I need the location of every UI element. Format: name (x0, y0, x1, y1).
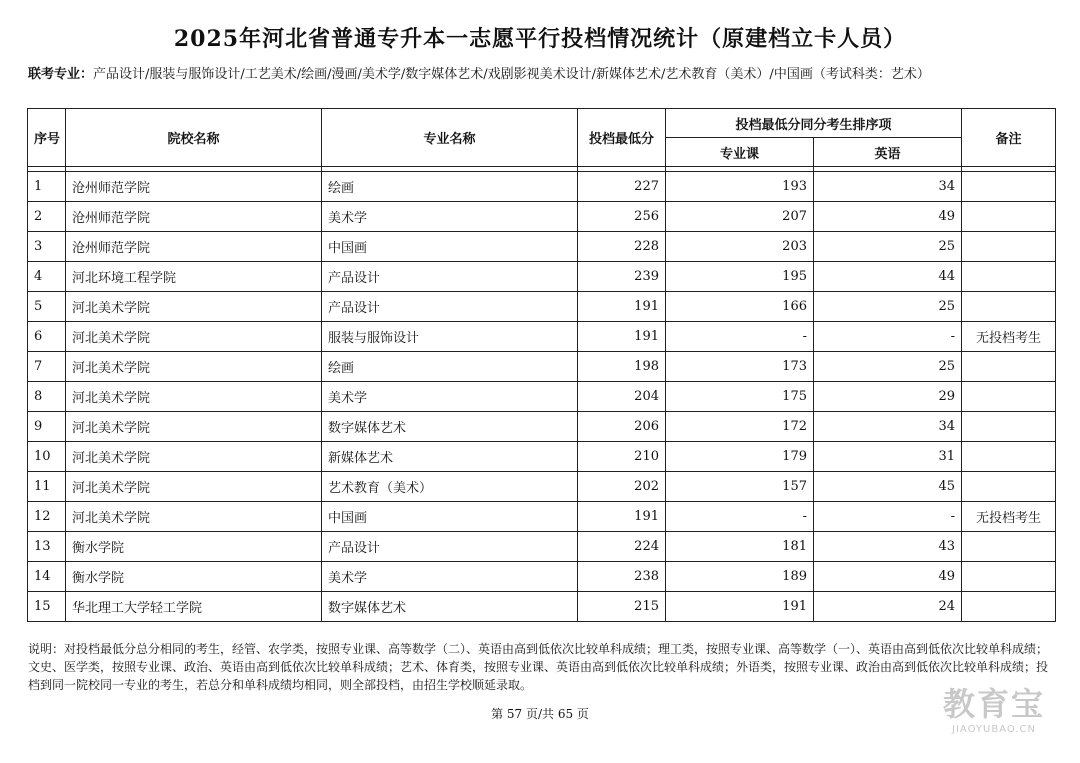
cell-school: 华北理工大学轻工学院 (66, 592, 322, 622)
footnote: 说明：对投档最低分总分相同的考生，经管、农学类，按照专业课、高等数学（二）、英语由高到低依次比较单科成绩；理工类，按照专业课、高等数学（一）、英语由高到低依次比较单科成绩；文史、医学类，按照专业课、政治、英语由高到低依次比较单科成绩；艺术、体育类，按照专业课、英语由高到低依次比较单科成绩；外语类，按照专业课、政治由高到低依次比较单科成绩；投档到同一院校同一专业的考生，若总分和单科成绩均相同，则全部投档，由招生学校顺延录取。 (28, 642, 1049, 692)
cell-major-course: 189 (666, 562, 814, 592)
cell-index: 15 (28, 592, 66, 622)
subject-line (28, 66, 1056, 84)
cell-english: 24 (814, 592, 962, 622)
cell-school: 沧州师范学院 (66, 232, 322, 262)
cell-english: 43 (814, 532, 962, 562)
cell-index: 11 (28, 472, 66, 502)
cell-major-course: 193 (666, 172, 814, 202)
cell-major-course: - (666, 322, 814, 352)
cell-index: 7 (28, 352, 66, 382)
cell-english: 25 (814, 232, 962, 262)
cell-note (962, 232, 1056, 262)
cell-min-score: 191 (578, 322, 666, 352)
header-tiebreak-group: 投档最低分同分考生排序项 (666, 109, 962, 138)
cell-english: 44 (814, 262, 962, 292)
cell-min-score: 227 (578, 172, 666, 202)
cell-note: 无投档考生 (962, 322, 1056, 352)
cell-note (962, 202, 1056, 232)
cell-major: 中国画 (322, 502, 578, 532)
cell-index: 3 (28, 232, 66, 262)
cell-english: 34 (814, 412, 962, 442)
cell-note (962, 592, 1056, 622)
cell-major-course: 191 (666, 592, 814, 622)
cell-index: 2 (28, 202, 66, 232)
cell-min-score: 228 (578, 232, 666, 262)
table-row (28, 562, 1056, 592)
header-min-score: 投档最低分 (578, 109, 666, 167)
watermark-logo (924, 684, 1064, 736)
cell-school: 河北美术学院 (66, 442, 322, 472)
header-english: 英语 (814, 138, 962, 167)
subject-label: 联考专业： (28, 67, 94, 82)
cell-note (962, 412, 1056, 442)
cell-major-course: 166 (666, 292, 814, 322)
cell-index: 8 (28, 382, 66, 412)
cell-index: 14 (28, 562, 66, 592)
cell-min-score: 202 (578, 472, 666, 502)
cell-major-course: 179 (666, 442, 814, 472)
cell-major: 艺术教育（美术） (322, 472, 578, 502)
table-row (28, 322, 1056, 352)
cell-min-score: 238 (578, 562, 666, 592)
cell-major: 服装与服饰设计 (322, 322, 578, 352)
cell-school: 河北美术学院 (66, 322, 322, 352)
table-row (28, 232, 1056, 262)
cell-major: 绘画 (322, 352, 578, 382)
cell-school: 沧州师范学院 (66, 202, 322, 232)
cell-major-course: 157 (666, 472, 814, 502)
cell-major: 数字媒体艺术 (322, 412, 578, 442)
cell-note (962, 442, 1056, 472)
cell-index: 10 (28, 442, 66, 472)
cell-english: - (814, 322, 962, 352)
cell-major-course: 172 (666, 412, 814, 442)
cell-major-course: 195 (666, 262, 814, 292)
table-row (28, 202, 1056, 232)
cell-english: 25 (814, 352, 962, 382)
cell-major: 美术学 (322, 202, 578, 232)
cell-note (962, 262, 1056, 292)
cell-english: 31 (814, 442, 962, 472)
table-row (28, 592, 1056, 622)
admission-table (27, 108, 1056, 622)
table-row (28, 412, 1056, 442)
cell-major-course: - (666, 502, 814, 532)
header-school: 院校名称 (66, 109, 322, 167)
header-major: 专业名称 (322, 109, 578, 167)
cell-major: 数字媒体艺术 (322, 592, 578, 622)
cell-school: 河北美术学院 (66, 412, 322, 442)
cell-english: 25 (814, 292, 962, 322)
cell-note (962, 352, 1056, 382)
cell-major-course: 173 (666, 352, 814, 382)
cell-school: 河北美术学院 (66, 502, 322, 532)
header-note: 备注 (962, 109, 1056, 167)
table-row (28, 382, 1056, 412)
cell-major: 美术学 (322, 382, 578, 412)
cell-major-course: 207 (666, 202, 814, 232)
table-row (28, 262, 1056, 292)
table-row (28, 442, 1056, 472)
cell-note (962, 532, 1056, 562)
cell-school: 衡水学院 (66, 532, 322, 562)
cell-note (962, 172, 1056, 202)
watermark-sub: JIAOYUBAO.CN (952, 724, 1036, 735)
cell-major-course: 175 (666, 382, 814, 412)
cell-index: 1 (28, 172, 66, 202)
cell-school: 河北环境工程学院 (66, 262, 322, 292)
cell-major: 中国画 (322, 232, 578, 262)
cell-note (962, 292, 1056, 322)
cell-min-score: 256 (578, 202, 666, 232)
table-row (28, 172, 1056, 202)
cell-school: 河北美术学院 (66, 352, 322, 382)
cell-school: 河北美术学院 (66, 382, 322, 412)
table-row (28, 532, 1056, 562)
cell-major: 产品设计 (322, 292, 578, 322)
cell-min-score: 239 (578, 262, 666, 292)
cell-english: 34 (814, 172, 962, 202)
cell-note (962, 562, 1056, 592)
cell-index: 13 (28, 532, 66, 562)
cell-note (962, 472, 1056, 502)
page-title: 2025年河北省普通专升本一志愿平行投档情况统计（原建档立卡人员） (173, 26, 907, 52)
cell-index: 6 (28, 322, 66, 352)
cell-english: - (814, 502, 962, 532)
cell-school: 衡水学院 (66, 562, 322, 592)
cell-min-score: 204 (578, 382, 666, 412)
watermark-main: 教育宝 (942, 685, 1045, 723)
page-number: 第 57 页/共 65 页 (491, 707, 589, 721)
cell-min-score: 191 (578, 292, 666, 322)
cell-major: 产品设计 (322, 532, 578, 562)
cell-school: 河北美术学院 (66, 472, 322, 502)
table-row (28, 472, 1056, 502)
cell-major: 绘画 (322, 172, 578, 202)
cell-major-course: 203 (666, 232, 814, 262)
cell-min-score: 215 (578, 592, 666, 622)
cell-min-score: 191 (578, 502, 666, 532)
table-row (28, 292, 1056, 322)
cell-index: 4 (28, 262, 66, 292)
table-row (28, 352, 1056, 382)
cell-major-course: 181 (666, 532, 814, 562)
cell-english: 49 (814, 202, 962, 232)
cell-min-score: 206 (578, 412, 666, 442)
cell-min-score: 224 (578, 532, 666, 562)
cell-note (962, 382, 1056, 412)
cell-index: 12 (28, 502, 66, 532)
cell-major: 新媒体艺术 (322, 442, 578, 472)
cell-major: 产品设计 (322, 262, 578, 292)
cell-english: 29 (814, 382, 962, 412)
cell-school: 河北美术学院 (66, 292, 322, 322)
cell-major: 美术学 (322, 562, 578, 592)
cell-school: 沧州师范学院 (66, 172, 322, 202)
cell-note: 无投档考生 (962, 502, 1056, 532)
cell-english: 49 (814, 562, 962, 592)
cell-index: 5 (28, 292, 66, 322)
table-row (28, 502, 1056, 532)
cell-index: 9 (28, 412, 66, 442)
header-index: 序号 (28, 109, 66, 167)
header-major-course: 专业课 (666, 138, 814, 167)
cell-min-score: 210 (578, 442, 666, 472)
cell-english: 45 (814, 472, 962, 502)
cell-min-score: 198 (578, 352, 666, 382)
subject-text: 产品设计/服装与服饰设计/工艺美术/绘画/漫画/美术学/数字媒体艺术/戏剧影视美术设计/新媒体艺术/艺术教育（美术）/中国画（考试科类：艺术） (93, 67, 930, 82)
table-body (28, 167, 1056, 622)
